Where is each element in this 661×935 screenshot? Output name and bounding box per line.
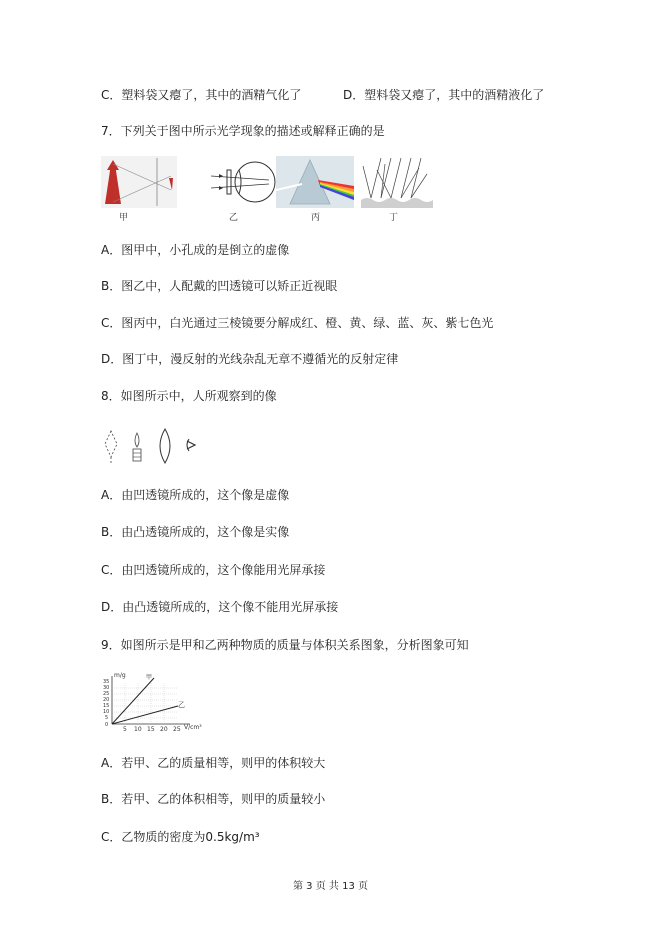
series-jia-label: 甲 — [146, 674, 153, 681]
y-tick: 15 — [103, 703, 110, 709]
option-a-q7: A．图甲中，小孔成的是倒立的虚像 — [101, 243, 290, 257]
x-axis-label: V/cm³ — [184, 724, 202, 731]
y-tick: 25 — [103, 691, 110, 697]
diffuse-reflection-diagram — [361, 156, 433, 208]
eye-lens-diagram — [209, 156, 281, 208]
y-tick: 10 — [103, 709, 110, 715]
option-b-q7: B．图乙中，人配戴的凹透镜可以矫正近视眼 — [101, 279, 338, 293]
option-c-q8: C．由凹透镜所成的，这个像能用光屏承接 — [101, 563, 326, 577]
figure-q8 — [101, 427, 201, 465]
x-tick: 15 — [147, 726, 155, 733]
question-7: 7．下列关于图中所示光学现象的描述或解释正确的是 — [101, 124, 385, 138]
option-d-q6: D．塑料袋又瘪了，其中的酒精液化了 — [343, 88, 545, 102]
option-b-q9: B．若甲、乙的体积相等，则甲的质量较小 — [101, 792, 326, 806]
option-c-q9: C．乙物质的密度为0.5kg/m³ — [101, 830, 260, 844]
option-a-q8: A．由凹透镜所成的，这个像是虚像 — [101, 488, 290, 502]
line-jia — [112, 678, 154, 724]
option-c-q6: C．塑料袋又瘪了，其中的酒精气化了 — [101, 88, 302, 102]
option-a-q9: A．若甲、乙的质量相等，则甲的体积较大 — [101, 756, 326, 770]
page-footer: 第 3 页 共 13 页 — [293, 881, 368, 892]
figure-q9-graph — [98, 672, 208, 734]
x-tick: 10 — [134, 726, 142, 733]
option-c-q7: C．图丙中，白光通过三棱镜要分解成红、橙、黄、绿、蓝、灰、紫七色光 — [101, 316, 494, 330]
pinhole-diagram — [101, 156, 177, 208]
option-d-q8: D．由凸透镜所成的，这个像不能用光屏承接 — [101, 600, 339, 614]
x-tick: 5 — [123, 726, 127, 733]
y-tick: 5 — [105, 715, 109, 721]
label-ding: 丁 — [389, 213, 399, 223]
question-9: 9．如图所示是甲和乙两种物质的质量与体积关系图象，分析图象可知 — [101, 638, 469, 652]
x-tick: 25 — [173, 726, 181, 733]
y-tick: 30 — [103, 685, 110, 691]
line-yi — [112, 706, 178, 724]
x-tick: 20 — [160, 726, 168, 733]
y-tick: 35 — [103, 679, 110, 685]
y-tick: 0 — [105, 722, 109, 728]
prism-diagram — [276, 156, 354, 208]
option-d-q7: D．图丁中，漫反射的光线杂乱无章不遵循光的反射定律 — [101, 352, 399, 366]
option-b-q8: B．由凸透镜所成的，这个像是实像 — [101, 525, 290, 539]
label-bing: 丙 — [311, 213, 321, 223]
y-axis-label: m/g — [114, 672, 126, 679]
label-yi: 乙 — [229, 213, 239, 223]
y-tick: 20 — [103, 697, 110, 703]
figure-q7 — [101, 156, 433, 222]
question-8: 8．如图所示中，人所观察到的像 — [101, 389, 277, 403]
series-yi-label: 乙 — [178, 701, 185, 709]
label-jia: 甲 — [119, 213, 129, 223]
